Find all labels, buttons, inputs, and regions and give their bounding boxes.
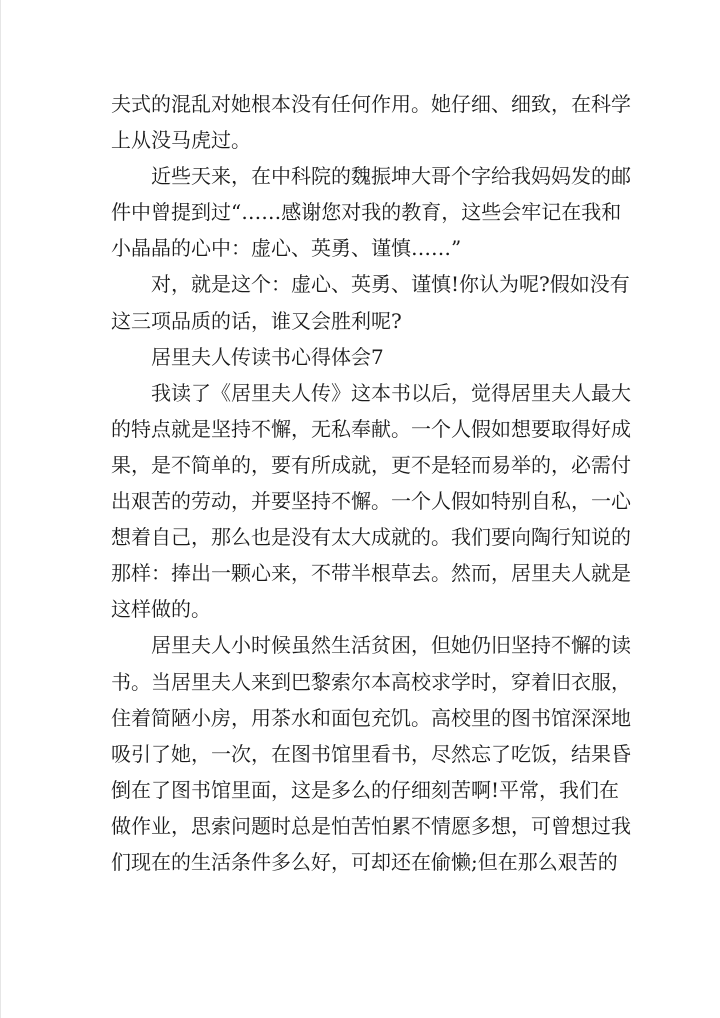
text-line: 想着自己，那么也是没有太大成就的。我们要向陶行知说的 — [111, 525, 631, 550]
text-line: 吸引了她，一次，在图书馆里看书，尽然忘了吃饭，结果昏 — [111, 741, 631, 766]
text-line: 书。当居里夫人来到巴黎索尔本高校求学时，穿着旧衣服， — [111, 669, 631, 694]
text-line: 我读了《居里夫人传》这本书以后，觉得居里夫人最大 — [151, 380, 631, 405]
text-line: 们现在的生活条件多么好，可却还在偷懒;但在那么艰苦的 — [111, 849, 618, 874]
text-line: 夫式的混乱对她根本没有任何作用。她仔细、细致，在科学 — [111, 92, 631, 116]
text-line: 件中曾提到过“……感谢您对我的教育，这些会牢记在我和 — [111, 200, 622, 225]
text-line: 对，就是这个：虚心、英勇、谨慎!你认为呢?假如没有 — [151, 272, 630, 297]
section-heading: 居里夫人传读书心得体会7 — [151, 344, 384, 369]
text-line: 住着简陋小房，用茶水和面包充饥。高校里的图书馆深深地 — [111, 705, 631, 730]
text-line: 近些天来，在中科院的魏振坤大哥个字给我妈妈发的邮 — [151, 164, 631, 189]
text-line: 这三项品质的话，谁又会胜利呢? — [111, 308, 402, 333]
text-line: 做作业，思索问题时总是怕苦怕累不情愿多想，可曾想过我 — [111, 813, 631, 838]
text-line: 倒在了图书馆里面，这是多么的仔细刻苦啊!平常，我们在 — [111, 777, 620, 802]
text-line: 小晶晶的心中：虚心、英勇、谨慎……” — [111, 236, 462, 261]
text-line: 那样：捧出一颗心来，不带半根草去。然而，居里夫人就是 — [111, 561, 631, 586]
text-line: 上从没马虎过。 — [111, 128, 251, 153]
text-line: 的特点就是坚持不懈，无私奉献。一个人假如想要取得好成 — [111, 416, 631, 441]
text-line: 出艰苦的劳动，并要坚持不懈。一个人假如特别自私，一心 — [111, 489, 631, 514]
text-line: 果，是不简单的，要有所成就，更不是轻而易举的，必需付 — [111, 452, 631, 477]
text-line: 这样做的。 — [111, 597, 211, 622]
document-body — [111, 86, 631, 880]
text-line: 居里夫人小时候虽然生活贫困，但她仍旧坚持不懈的读 — [151, 633, 631, 658]
